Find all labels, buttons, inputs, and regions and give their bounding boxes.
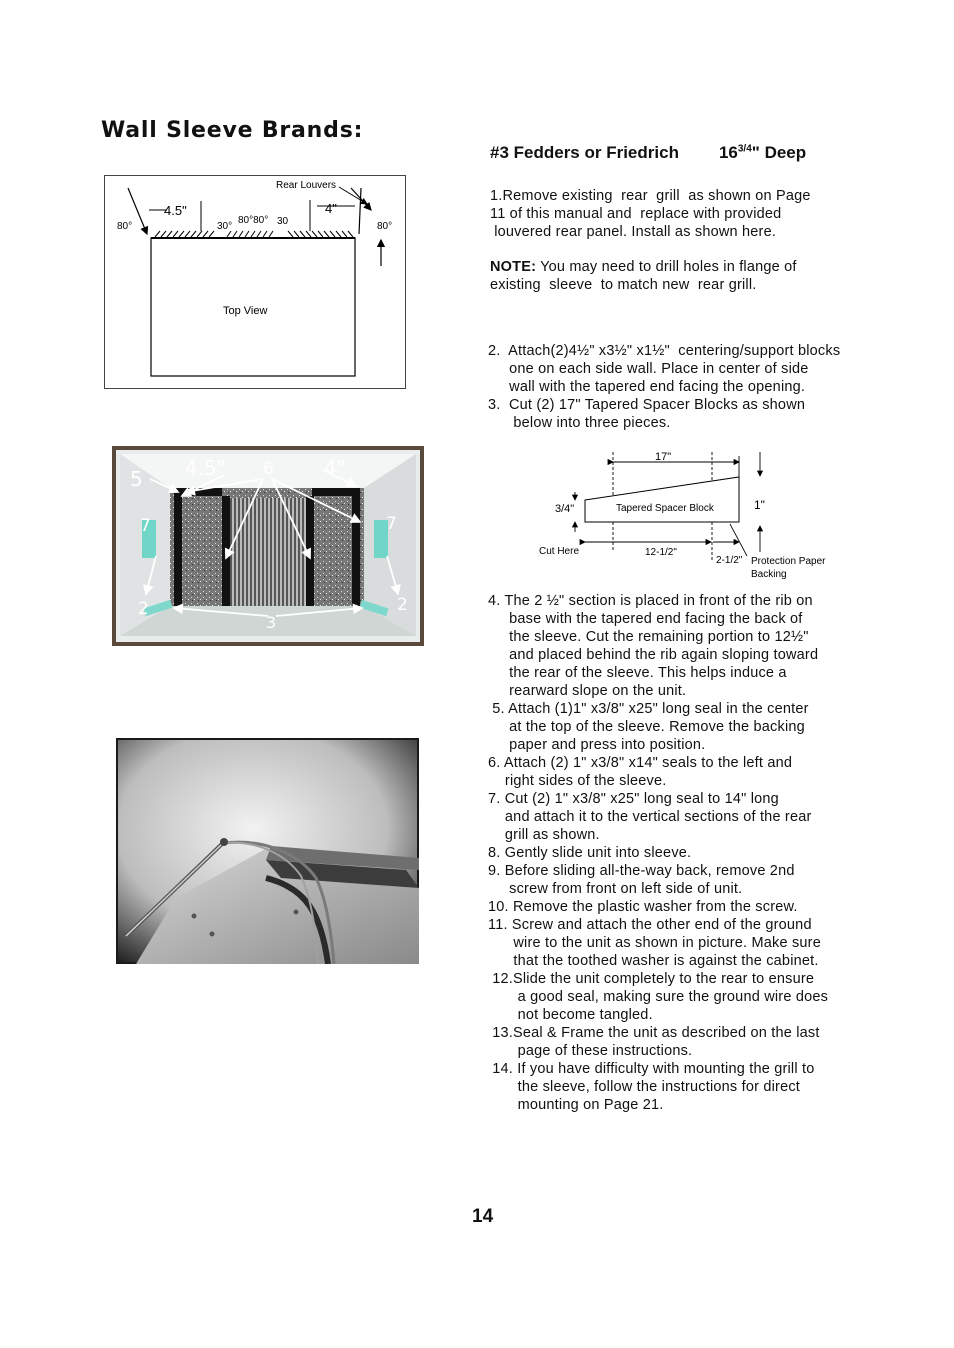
spacer-length-2-5: 2-1/2" xyxy=(716,555,743,566)
spacer-height-1: 1" xyxy=(754,498,765,512)
spacer-length-17: 17" xyxy=(655,451,672,463)
callout-4-inch: 4" xyxy=(324,456,346,480)
top-view-label: Top View xyxy=(223,305,268,317)
top-view-dim-left: 4.5" xyxy=(164,203,187,218)
spacer-block-label: Tapered Spacer Block xyxy=(616,503,714,514)
callout-7-right: 7 xyxy=(386,514,397,534)
ground-wire-photo xyxy=(116,738,419,964)
top-view-diagram xyxy=(104,175,406,389)
spacer-length-12-5: 12-1/2" xyxy=(645,547,677,558)
step-1-text: 1.Remove existing rear grill as shown on Page 11 of this manual and replace with provided louvered rear panel. Install as shown here. xyxy=(490,188,811,240)
section-heading-brands: #3 Fedders or Friedrich xyxy=(490,143,679,162)
angle-30-left: 30° xyxy=(217,221,233,232)
section-heading-depth-mark: " xyxy=(751,143,760,162)
steps-4-14-text: 4. The 2 ½" section is placed in front of the rib on base with the tapered end facing the back of the sleeve. Cut the remaining portion to 12½" and placed behind the rib again sloping toward the rear of the sleeve. This helps induce a rearward slope on the unit. 5. Attach (1)1" x3/8" x25" long seal in the center at the top of the sleeve. Remove the backing paper and press into position. 6. Attach (2) 1" x3/8" x14" seals to the left and right sides of the sleeve. 7. Cut (2) 1" x3/8" x25" long seal to 14" long and attach it to the vertical sections of the rear grill as shown. 8. Gently slide unit into sleeve. 9. Before sliding all-the-way back, remove 2nd screw from front on left side of unit. 10. Remove the plastic washer from the screw. 11. Screw and attach the other end of the ground wire to the unit as shown in picture. Make sure that the toothed washer is against the cabinet. 12.Slide the unit completely to the rear to ensure a good seal, making sure the ground wire does not become tangled. 13.Seal & Frame the unit as described on the last page of these instructions. 14. If you have difficulty with mounting the grill to the sleeve, follow the instructions for direct mounting on Page 21. xyxy=(488,593,829,1113)
tapered-spacer-diagram xyxy=(535,448,855,584)
callout-4-5-inch: 4.5" xyxy=(185,456,227,480)
angle-80-center: 80°80° xyxy=(238,215,269,226)
callout-3: 3 xyxy=(266,613,277,632)
section-heading-depth-whole: 16 xyxy=(718,143,738,162)
callout-2-left: 2 xyxy=(138,599,149,619)
cut-here-label: Cut Here xyxy=(539,546,580,557)
note-paragraph xyxy=(490,258,797,294)
note-label: NOTE: xyxy=(490,259,537,275)
callout-2-right: 2 xyxy=(397,595,408,615)
sleeve-interior-photo xyxy=(112,446,424,646)
section-heading xyxy=(490,143,806,163)
angle-30-right: 30 xyxy=(277,216,289,227)
backing-label: Backing xyxy=(751,569,787,580)
rear-louvers-label: Rear Louvers xyxy=(276,180,337,191)
louver-hatching xyxy=(155,231,353,237)
callout-7-left: 7 xyxy=(140,516,151,536)
protection-paper-label: Protection Paper xyxy=(751,556,826,567)
section-heading-depth-fraction: 3/4 xyxy=(737,143,752,155)
angle-80-right: 80° xyxy=(377,221,393,232)
angle-80-left: 80° xyxy=(117,221,133,232)
spacer-thickness-3-4: 3/4" xyxy=(555,503,575,515)
note-text: You may need to drill holes in flange of existing sleeve to match new rear grill. xyxy=(490,259,797,293)
callout-6: 6 xyxy=(263,459,274,479)
callout-5: 5 xyxy=(130,467,143,491)
top-view-dim-right: 4" xyxy=(325,201,337,216)
section-heading-depth-word: Deep xyxy=(764,143,807,162)
page-title: Wall Sleeve Brands: xyxy=(101,118,364,143)
steps-2-3-text: 2. Attach(2)4½" x3½" x1½" centering/support blocks one on each side wall. Place in center of side wall with the tapered end facing the opening. 3. Cut (2) 17" Tapered Spacer Blocks as shown below into three pieces. xyxy=(488,343,841,431)
page-number: 14 xyxy=(472,1206,494,1227)
